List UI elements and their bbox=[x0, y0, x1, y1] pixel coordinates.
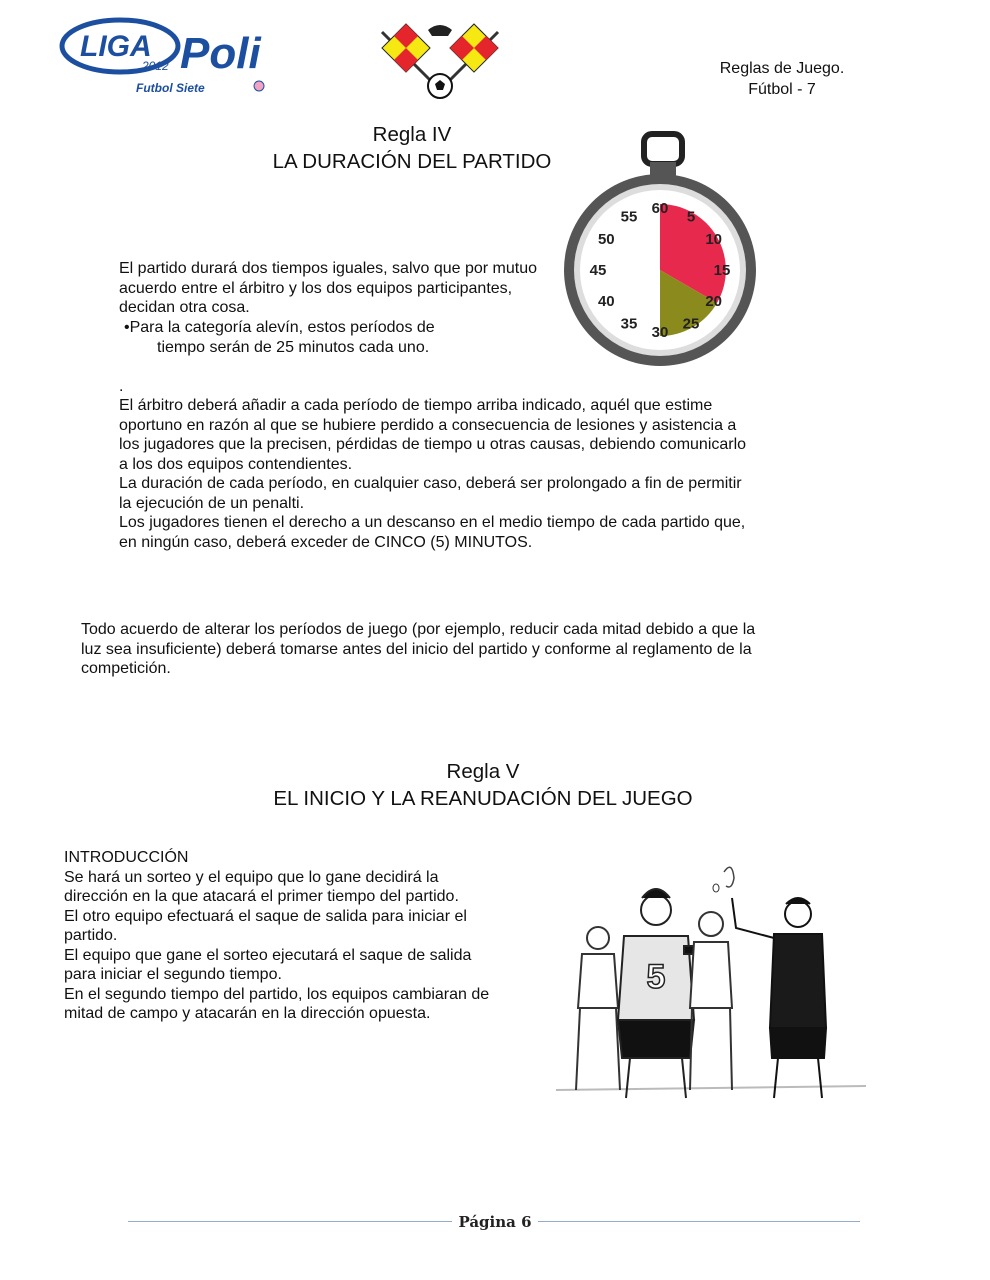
liga-poli-logo bbox=[58, 12, 284, 98]
logo-year-text: 2012 bbox=[142, 59, 169, 73]
regla-4-dot: . bbox=[119, 378, 124, 395]
stopwatch-icon bbox=[556, 120, 766, 370]
coin-toss-illustration bbox=[556, 858, 866, 1108]
coin-icon bbox=[713, 884, 719, 892]
footer-rule-right bbox=[538, 1221, 860, 1222]
regla-4-heading bbox=[212, 121, 612, 175]
dial-label: 10 bbox=[705, 231, 723, 248]
regla-4-paragraph-1: El árbitro deberá añadir a cada período de tiempo arriba indicado, aquél que estime oportuno en razón al que se hubiere perdido a consecuencia de lesiones y asistencia a los jugadores que la precisen, pérdidas de tiempo u otras causas, debiendo comunicarlo a los dos equipos contendientes. bbox=[119, 397, 747, 473]
regla-5-intro-heading: INTRODUCCIÓN bbox=[64, 849, 189, 866]
regla-4-number: Regla IV bbox=[372, 123, 452, 146]
header-line-1: Reglas de Juego. bbox=[719, 60, 845, 77]
page-number: Página 6 bbox=[458, 1213, 532, 1231]
dial-label: 15 bbox=[713, 262, 731, 279]
dial-label: 30 bbox=[651, 324, 669, 341]
logo-ball-icon bbox=[254, 81, 264, 91]
header-line-2: Fútbol - 7 bbox=[748, 81, 816, 98]
dial-label: 60 bbox=[651, 200, 669, 217]
regla-4-paragraph-2: La duración de cada período, en cualquier caso, deberá ser prolongado a fin de permitir la ejecución de un penalti. bbox=[119, 475, 742, 512]
regla-4-note: Todo acuerdo de alterar los períodos de juego (por ejemplo, reducir cada mitad debido a que la luz sea insuficiente) deberá tomarse antes del inicio del partido y conforme al reglamento de la competición. bbox=[81, 621, 756, 677]
regla-5-body bbox=[64, 848, 494, 1024]
regla-4-body bbox=[119, 396, 749, 552]
regla-4-intro: El partido durará dos tiempos iguales, salvo que por mutuo acuerdo entre el árbitro y los dos equipos participantes, decidan otra cosa. bbox=[119, 260, 538, 316]
regla-5-paragraph-1: Se hará un sorteo y el equipo que lo gane decidirá la dirección en la que atacará el primer tiempo del partido. bbox=[64, 868, 459, 905]
regla-5-paragraph-3: El equipo que gane el sorteo ejecutará el saque de salida para iniciar el segundo tiempo. bbox=[64, 946, 472, 983]
dial-label: 50 bbox=[597, 231, 615, 248]
document-header bbox=[700, 58, 864, 100]
regla-4-bullet-line-2: tiempo serán de 25 minutos cada uno. bbox=[157, 339, 430, 356]
dial-label: 45 bbox=[589, 262, 607, 279]
dial-label: 25 bbox=[682, 315, 700, 333]
regla-4-bullet-line-1: •Para la categoría alevín, estos períodos de bbox=[124, 319, 435, 336]
regla-4-paragraph-3: Los jugadores tienen el derecho a un descanso en el medio tiempo de cada partido que, en ningún caso, deberá exceder de CINCO (5) MINUTOS. bbox=[119, 514, 746, 551]
dial-label: 35 bbox=[620, 315, 638, 333]
regla-5-paragraph-4: En el segundo tiempo del partido, los equipos cambiaran de mitad de campo y atacarán en la dirección opuesta. bbox=[64, 985, 490, 1022]
referee-flags-icon bbox=[376, 22, 504, 100]
jersey-number: 5 bbox=[646, 958, 666, 996]
regla-4-title: LA DURACIÓN DEL PARTIDO bbox=[272, 150, 552, 173]
dial-label: 5 bbox=[686, 208, 696, 226]
dial-label: 20 bbox=[705, 293, 723, 310]
footer-rule-left bbox=[128, 1221, 452, 1222]
regla-5-paragraph-2: El otro equipo efectuará el saque de salida para iniciar el partido. bbox=[64, 907, 467, 944]
logo-poli-text: Poli bbox=[180, 29, 261, 78]
logo-tagline-text: Futbol Siete bbox=[136, 81, 205, 95]
logo-liga-text: LIGA bbox=[80, 30, 152, 63]
regla-5-number: Regla V bbox=[446, 760, 520, 783]
dial-label: 40 bbox=[597, 293, 615, 310]
regla-5-title: EL INICIO Y LA REANUDACIÓN DEL JUEGO bbox=[273, 787, 693, 810]
regla-5-heading bbox=[200, 758, 766, 812]
dial-label: 55 bbox=[620, 208, 638, 226]
